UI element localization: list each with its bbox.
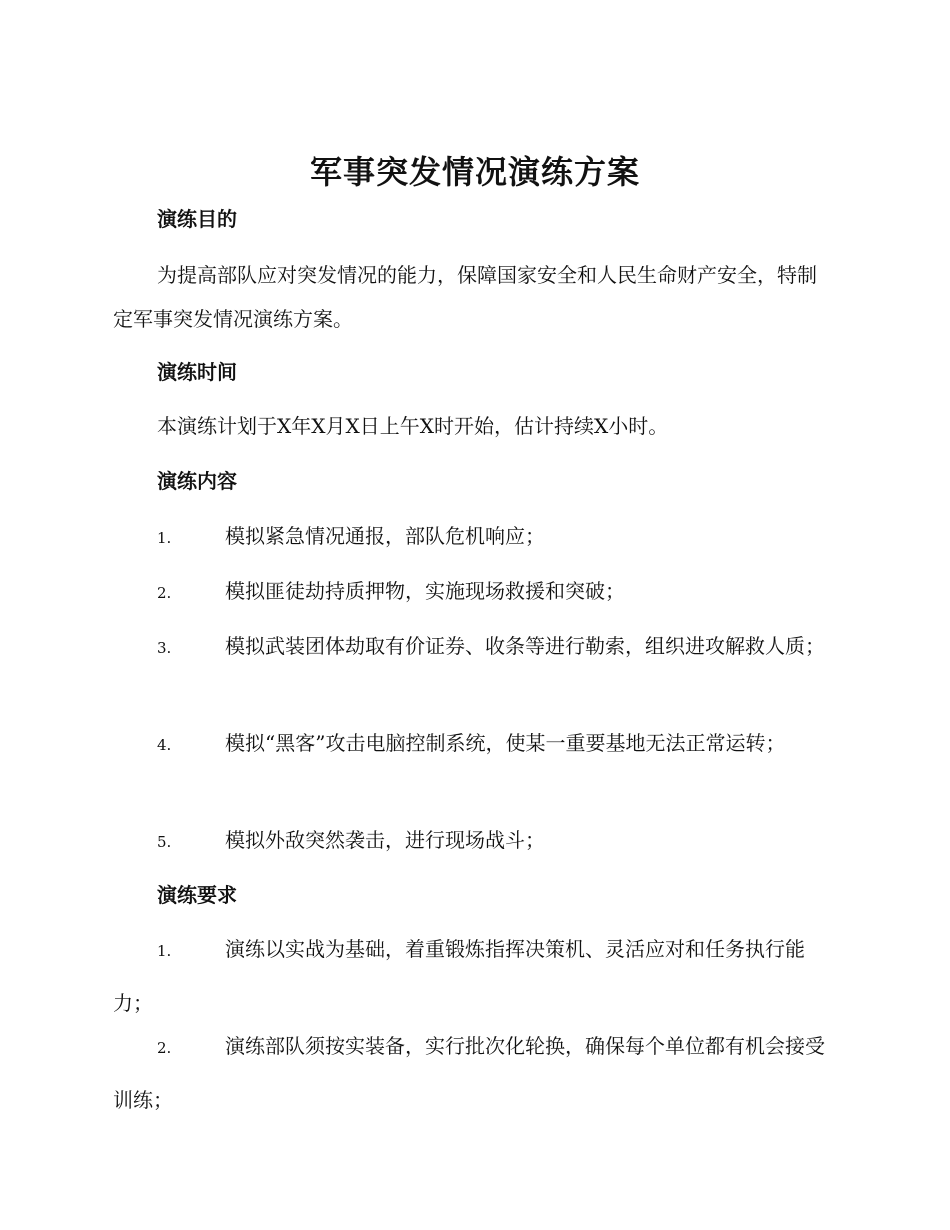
section-paragraph-purpose: 为提高部队应对突发情况的能力，保障国家安全和人民生命财产安全，特制定军事突发情况演练方案。 <box>113 263 817 331</box>
list-item-number: 2. <box>157 584 172 602</box>
list-item-text: 模拟紧急情况通报，部队危机响应； <box>225 524 545 548</box>
document-title: 军事突发情况演练方案 <box>309 153 640 191</box>
content-list-item <box>113 565 835 619</box>
list-item-text: 模拟“黑客”攻击电脑控制系统，使某一重要基地无法正常运转； <box>225 731 786 755</box>
list-item-number: 1. <box>157 942 172 960</box>
section-heading-requirements: 演练要求 <box>157 883 237 907</box>
section-heading-content: 演练内容 <box>157 469 237 493</box>
list-item-text: 演练部队须按实装备，实行批次化轮换，确保每个单位都有机会接受训练； <box>113 1034 825 1112</box>
list-item-text: 模拟外敌突然袭击，进行现场战斗； <box>225 828 545 852</box>
list-item-number: 4. <box>157 736 172 754</box>
list-item-text: 模拟武装团体劫取有价证券、收条等进行勒索，组织进攻解救人质； <box>225 634 825 658</box>
section-heading-purpose: 演练目的 <box>157 207 237 231</box>
list-item-text: 演练以实战为基础，着重锻炼指挥决策机、灵活应对和任务执行能力； <box>113 937 805 1015</box>
content-list-item <box>113 717 835 771</box>
section-paragraph-time: 本演练计划于X年X月X日上午X时开始，估计持续X小时。 <box>157 414 669 438</box>
content-list-item <box>113 814 835 868</box>
requirements-list-item <box>113 1020 835 1126</box>
requirements-list-item <box>113 923 835 1029</box>
list-item-number: 5. <box>157 833 172 851</box>
content-list-item <box>113 620 835 674</box>
list-item-number: 3. <box>157 639 172 657</box>
content-list-item <box>113 510 835 564</box>
list-item-number: 1. <box>157 529 172 547</box>
section-heading-time: 演练时间 <box>157 360 237 384</box>
list-item-text: 模拟匪徒劫持质押物，实施现场救援和突破； <box>225 579 625 603</box>
list-item-number: 2. <box>157 1039 172 1057</box>
